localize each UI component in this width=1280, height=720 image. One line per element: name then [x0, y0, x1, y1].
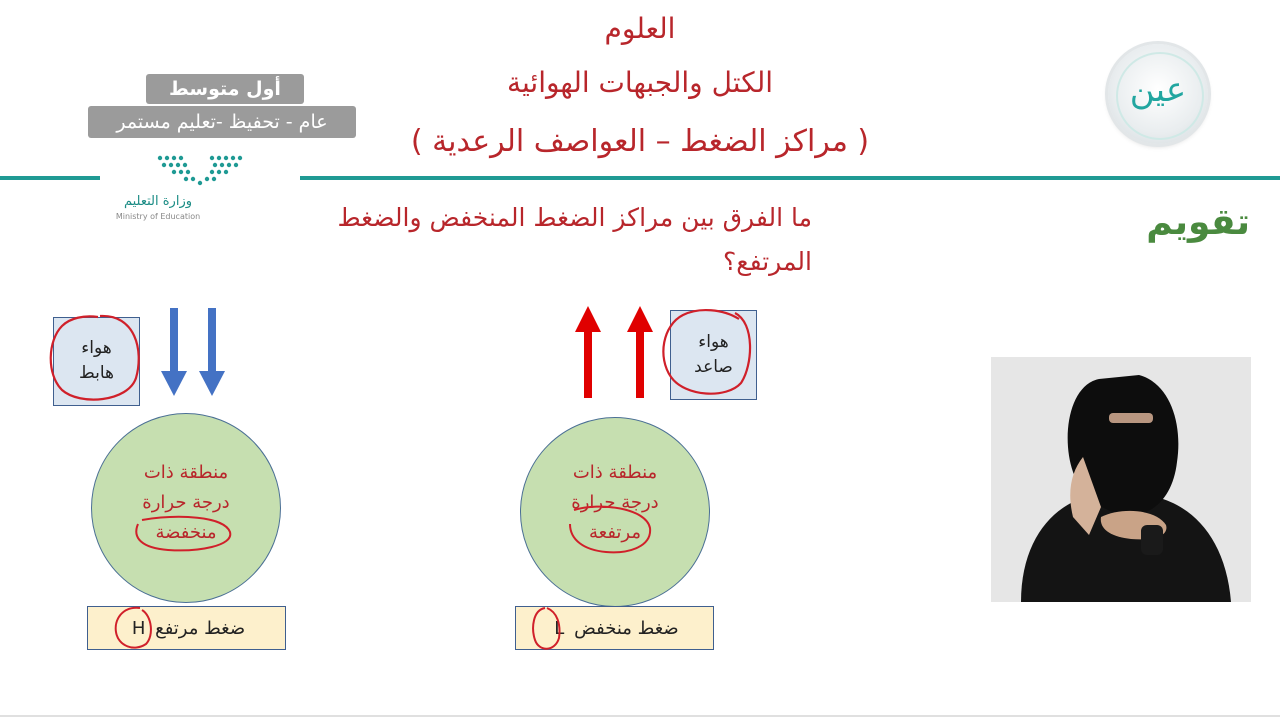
lesson-title: الكتل والجبهات الهوائية — [506, 66, 774, 99]
high-temp-annotation — [560, 500, 660, 560]
low-letter-annotation — [527, 604, 567, 654]
question-text: ما الفرق بين مراكز الضغط المنخفض والضغط المرتفع؟ — [337, 203, 812, 276]
air-label-line1: هواء — [698, 332, 729, 352]
channel-logo-text: عين — [1129, 70, 1187, 110]
ministry-logo-icon — [150, 150, 250, 190]
interpreter-figure-icon — [991, 357, 1251, 602]
ministry-name: وزارة التعليم — [123, 194, 193, 209]
pressure-label: ضغط مرتفع — [155, 618, 246, 639]
zone-line2: درجة حرارة — [571, 492, 659, 513]
zone-line3: مرتفعة — [588, 522, 642, 543]
air-label-line2: هابط — [78, 363, 114, 383]
zone-line1: منطقة ذات — [572, 462, 658, 483]
zone-line2: درجة حرارة — [142, 492, 230, 513]
pressure-label: ضغط منخفض — [574, 618, 679, 639]
bottom-divider — [0, 715, 1280, 717]
up-arrows-icon — [565, 300, 665, 400]
descending-air-annotation — [40, 310, 150, 410]
low-temperature-zone — [91, 413, 281, 603]
grade-badge: أول متوسط — [146, 74, 304, 104]
high-letter-annotation — [108, 604, 158, 654]
subject-title: العلوم — [604, 12, 676, 45]
section-title: تقويم — [1146, 202, 1250, 243]
zone-line1: منطقة ذات — [143, 462, 229, 483]
low-temp-annotation — [128, 512, 238, 557]
pressure-letter: H — [131, 618, 146, 639]
down-arrows-icon — [155, 305, 235, 400]
track-badge: عام - تحفيظ -تعليم مستمر — [88, 106, 356, 138]
ministry-name-en: Ministry of Education — [115, 212, 201, 221]
zone-line3: منخفضة — [155, 522, 217, 543]
subtopic-title: ( مراكز الضغط – العواصف الرعدية ) — [410, 124, 870, 159]
interpreter-video — [991, 357, 1251, 602]
air-label-line2: صاعد — [694, 357, 733, 377]
pressure-letter: L — [554, 618, 565, 639]
ascending-air-annotation — [655, 305, 765, 400]
air-label-line1: هواء — [81, 338, 112, 358]
